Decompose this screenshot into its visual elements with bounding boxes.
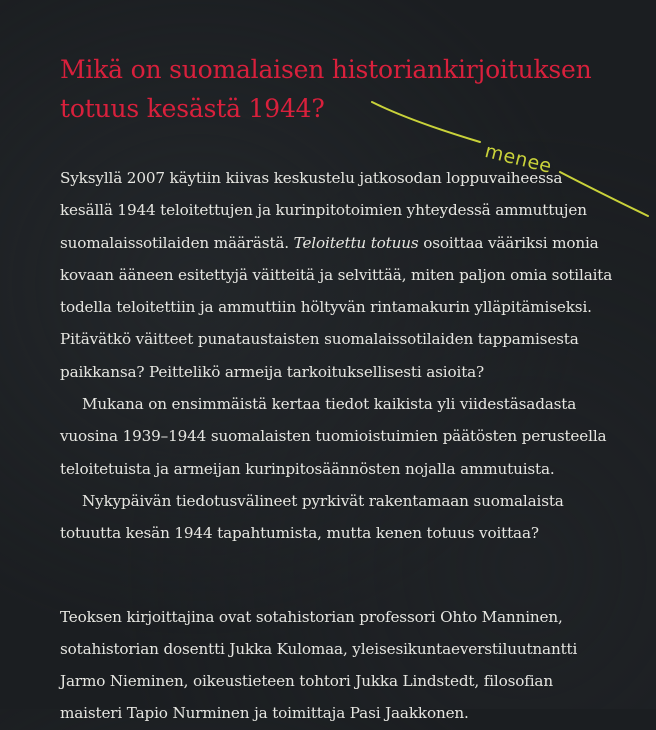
text-line: Nykypäivän tiedotusvälineet pyrkivät rakentamaan suomalaista (82, 491, 564, 510)
text-line (60, 227, 640, 259)
paragraph-4-authors (60, 601, 640, 730)
text-line: maisteri Tapio Nurminen ja toimittaja Pasi Jaakkonen. (60, 704, 469, 723)
text-line: sotahistorian dosentti Jukka Kulomaa, yleisesikuntaeverstiluutnantti (60, 639, 578, 658)
paragraph-2 (60, 388, 640, 485)
annotation-text: menee (482, 140, 555, 178)
title-line-1: Mikä on suomalaisen historiankirjoituksen (60, 55, 592, 84)
text-segment: osoittaa vääriksi monia (418, 233, 599, 252)
title-line-2: totuus kesästä 1944? (60, 94, 325, 123)
text-segment: suomalaissotilaiden määrästä. (60, 233, 294, 252)
text-line: todella teloitettiin ja ammuttiin höltyvän rintamakurin ylläpitämiseksi. (60, 298, 592, 317)
paragraph-gap (60, 550, 640, 601)
text-line: Teoksen kirjoittajina ovat sotahistorian professori Ohto Manninen, (60, 607, 563, 626)
text-line: vuosina 1939–1944 suomalaisten tuomioistuimien päätösten perusteella (60, 427, 607, 446)
text-line: paikkansa? Peittelikö armeija tarkoituksellisesti asioita? (60, 362, 485, 381)
book-title-italic: Teloitettu totuus (293, 233, 419, 252)
paragraph-3 (60, 485, 640, 550)
text-line: teloitetuista ja armeijan kurinpitosäännösten nojalla ammutuista. (60, 459, 555, 478)
page-title (60, 50, 640, 128)
text-line: Syksyllä 2007 käytiin kiivas keskustelu jatkosodan loppuvaiheessa (60, 169, 563, 187)
blurb-text (60, 162, 640, 730)
text-line: Pitävätkö väitteet punataustaisten suomalaissotilaiden tappamisesta (60, 330, 579, 349)
text-line: kovaan ääneen esitettyjä väitteitä ja selvittää, miten paljon omia sotilaita (60, 265, 613, 284)
text-line: kesällä 1944 teloitettujen ja kurinpitotoimien yhteydessä ammuttujen (60, 201, 587, 220)
text-line: Mukana on ensimmäistä kertaa tiedot kaikista yli viidestäsadasta (82, 395, 577, 414)
paragraph-1 (60, 162, 640, 388)
text-line: Jarmo Nieminen, oikeustieteen tohtori Jukka Lindstedt, filosofian (60, 672, 553, 691)
text-line: totuutta kesän 1944 tapahtumista, mutta kenen totuus voittaa? (60, 524, 539, 543)
